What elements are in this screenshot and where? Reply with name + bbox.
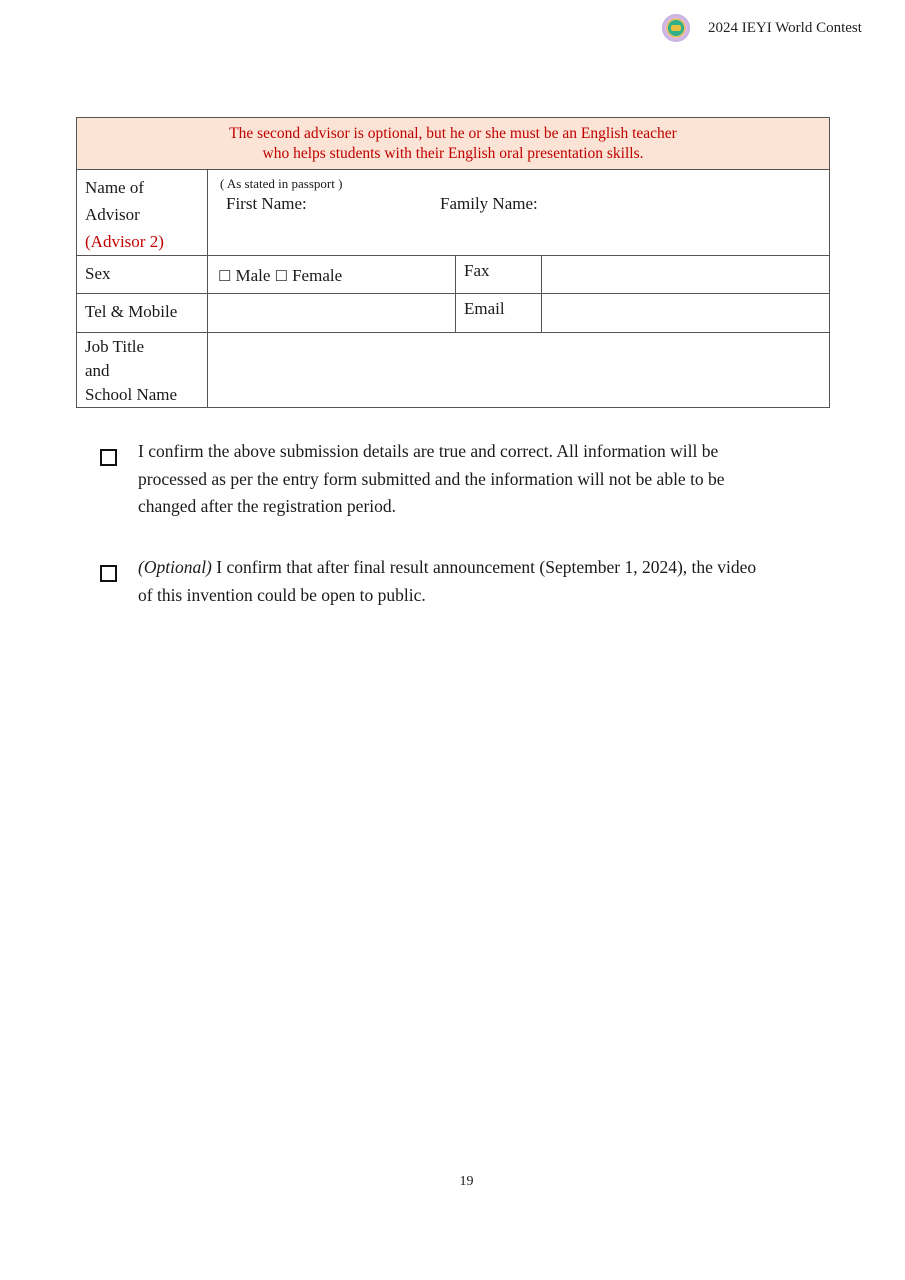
- sex-label: Sex: [77, 256, 208, 294]
- job-label-line: Job Title: [85, 337, 145, 356]
- video-public-checkbox[interactable]: [100, 565, 117, 582]
- header-title: 2024 IEYI World Contest: [708, 19, 862, 36]
- fax-label: Fax: [456, 256, 542, 294]
- job-label-line: and: [85, 361, 110, 380]
- fax-input-cell[interactable]: [542, 256, 830, 294]
- page-number: 19: [459, 1174, 474, 1189]
- job-input-cell[interactable]: [208, 333, 830, 408]
- confirm-details-checkbox[interactable]: [100, 449, 117, 466]
- page-header: [662, 14, 862, 42]
- banner-line-1: The second advisor is optional, but he or she must be an English teacher: [229, 125, 677, 142]
- passport-note: ( As stated in passport ): [220, 176, 343, 191]
- video-public-text: [138, 554, 758, 609]
- name-label-cell: [77, 170, 208, 256]
- advisor-note-banner: [77, 118, 830, 170]
- name-label-line: Advisor: [85, 205, 140, 224]
- banner-line-2: who helps students with their English oral presentation skills.: [262, 145, 644, 162]
- ieyi-logo-icon: [662, 14, 690, 42]
- advisor-2-tag: (Advisor 2): [85, 232, 164, 251]
- tel-input-cell[interactable]: [208, 294, 456, 333]
- female-option[interactable]: [275, 266, 343, 285]
- job-label-line: School Name: [85, 385, 178, 404]
- email-input-cell[interactable]: [542, 294, 830, 333]
- female-label: Female: [292, 266, 343, 285]
- advisor-2-form: [76, 117, 830, 408]
- male-label: Male: [235, 266, 271, 285]
- checkbox-icon[interactable]: ☐: [218, 269, 232, 285]
- name-input-cell[interactable]: [208, 170, 830, 256]
- video-public-statement: I confirm that after final result announcement (September 1, 2024), the video of this invention could be open to public.: [138, 557, 757, 605]
- confirm-details-text: I confirm the above submission details are true and correct. All information will be processed as per the entry form submitted and the information will not be able to be changed after the registration period.: [138, 441, 725, 516]
- family-name-label: Family Name:: [440, 194, 538, 213]
- checkbox-icon[interactable]: ☐: [274, 269, 289, 285]
- first-name-label: First Name:: [226, 194, 307, 213]
- optional-tag: (Optional): [138, 557, 212, 577]
- confirm-details-item: [100, 438, 780, 521]
- name-label-line: Name of: [85, 178, 145, 197]
- job-label-cell: [77, 333, 208, 408]
- email-label: Email: [456, 294, 542, 333]
- male-option[interactable]: [218, 266, 270, 285]
- sex-options-cell: [208, 256, 456, 294]
- tel-label: Tel & Mobile: [77, 294, 208, 333]
- video-public-item: [100, 554, 780, 609]
